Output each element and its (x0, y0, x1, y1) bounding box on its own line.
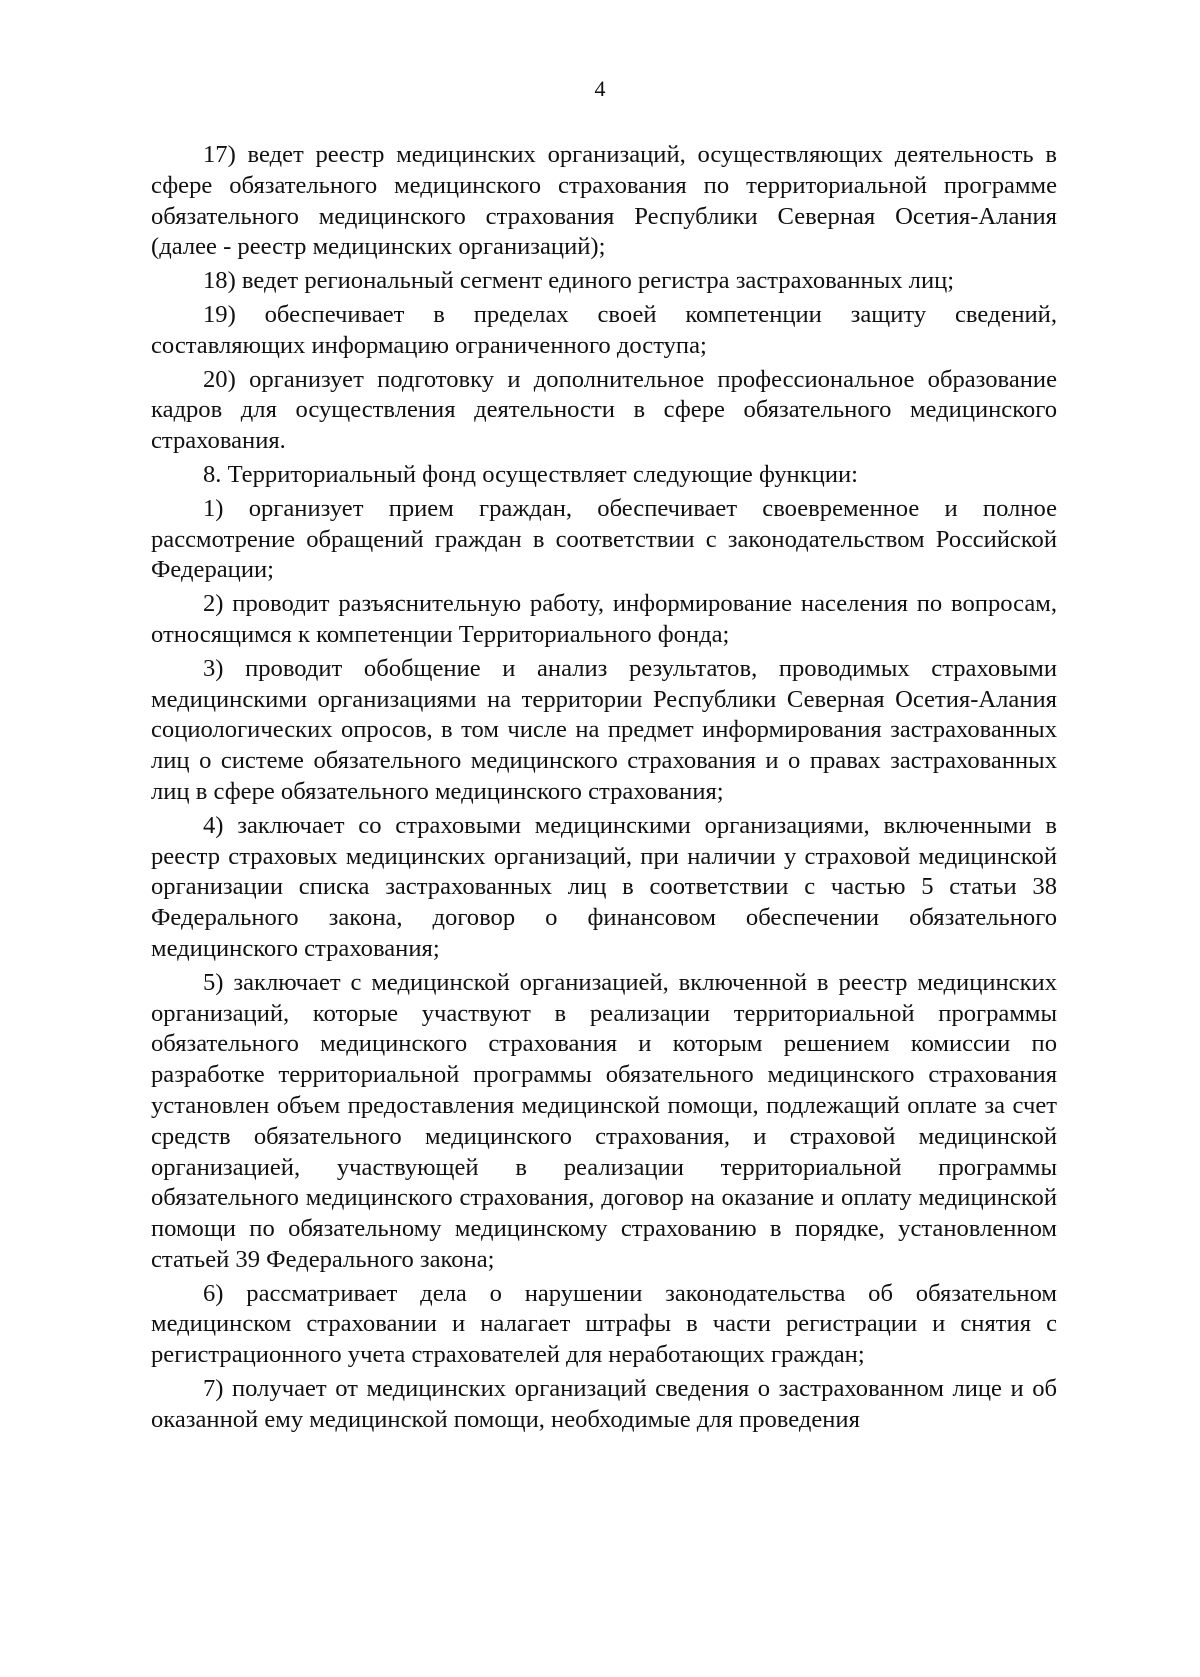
section-8-heading: 8. Территориальный фонд осуществляет следующие функции: (203, 460, 858, 488)
paragraph-function-5: 5) заключает с медицинской организацией, включенной в реестр медицинских организаций, которые участвуют в реализации территориальной программы обязательного медицинского страхования и которым решением комиссии по разработке территориальной программы обязательного медицинского страхования установлен объем предоставления медицинской помощи, подлежащий оплате за счет средств обязательного медицинского страхования, и страховой медицинской организацией, участвующей в реализации территориальной программы обязательного медицинского страхования, договор на оказание и оплату медицинской помощи по обязательному медицинскому страхованию в порядке, установленном статьей 39 Федерального закона; (151, 968, 1057, 1273)
paragraph-item-18: 18) ведет региональный сегмент единого регистра застрахованных лиц; (203, 267, 955, 295)
paragraph-function-4: 4) заключает со страховыми медицинскими организациями, включенными в реестр страховых медицинских организаций, при наличии у страховой медицинской организации списка застрахованных лиц в соответствии с частью 5 статьи 38 Федерального закона, договор о финансовом обеспечении обязательного медицинского страхования; (151, 811, 1057, 962)
paragraph-item-19: 19) обеспечивает в пределах своей компетенции защиту сведений, составляющих информацию ограниченного доступа; (151, 300, 1057, 359)
paragraph-function-2: 2) проводит разъяснительную работу, информирование населения по вопросам, относящимся к компетенции Территориального фонда; (151, 590, 1057, 648)
paragraph-function-1: 1) организует прием граждан, обеспечивает своевременное и полное рассмотрение обращений граждан в соответствии с законодательством Российской Федерации; (151, 494, 1057, 584)
paragraph-item-17: 17) ведет реестр медицинских организаций, осуществляющих деятельность в сфере обязательного медицинского страхования по территориальной программе обязательного медицинского страхования Республики Северная Осетия-Алания (далее - реестр медицинских организаций); (151, 141, 1057, 261)
paragraph-item-20: 20) организует подготовку и дополнительное профессиональное образование кадров для осуществления деятельности в сфере обязательного медицинского страхования. (151, 365, 1057, 455)
paragraph-function-7: 7) получает от медицинских организаций сведения о застрахованном лице и об оказанной ему медицинской помощи, необходимые для проведения (151, 1375, 1057, 1433)
paragraph-function-6: 6) рассматривает дела о нарушении законодательства об обязательном медицинском страховании и налагает штрафы в части регистрации и снятия с регистрационного учета страхователей для неработающих граждан; (151, 1279, 1057, 1369)
document-body (151, 140, 1057, 1439)
paragraph-function-3: 3) проводит обобщение и анализ результатов, проводимых страховыми медицинскими организациями на территории Республики Северная Осетия-Алания социологических опросов, в том числе на предмет информирования застрахованных лиц о системе обязательного медицинского страхования и о правах застрахованных лиц в сфере обязательного медицинского страхования; (151, 654, 1057, 805)
page-number: 4 (594, 76, 606, 101)
